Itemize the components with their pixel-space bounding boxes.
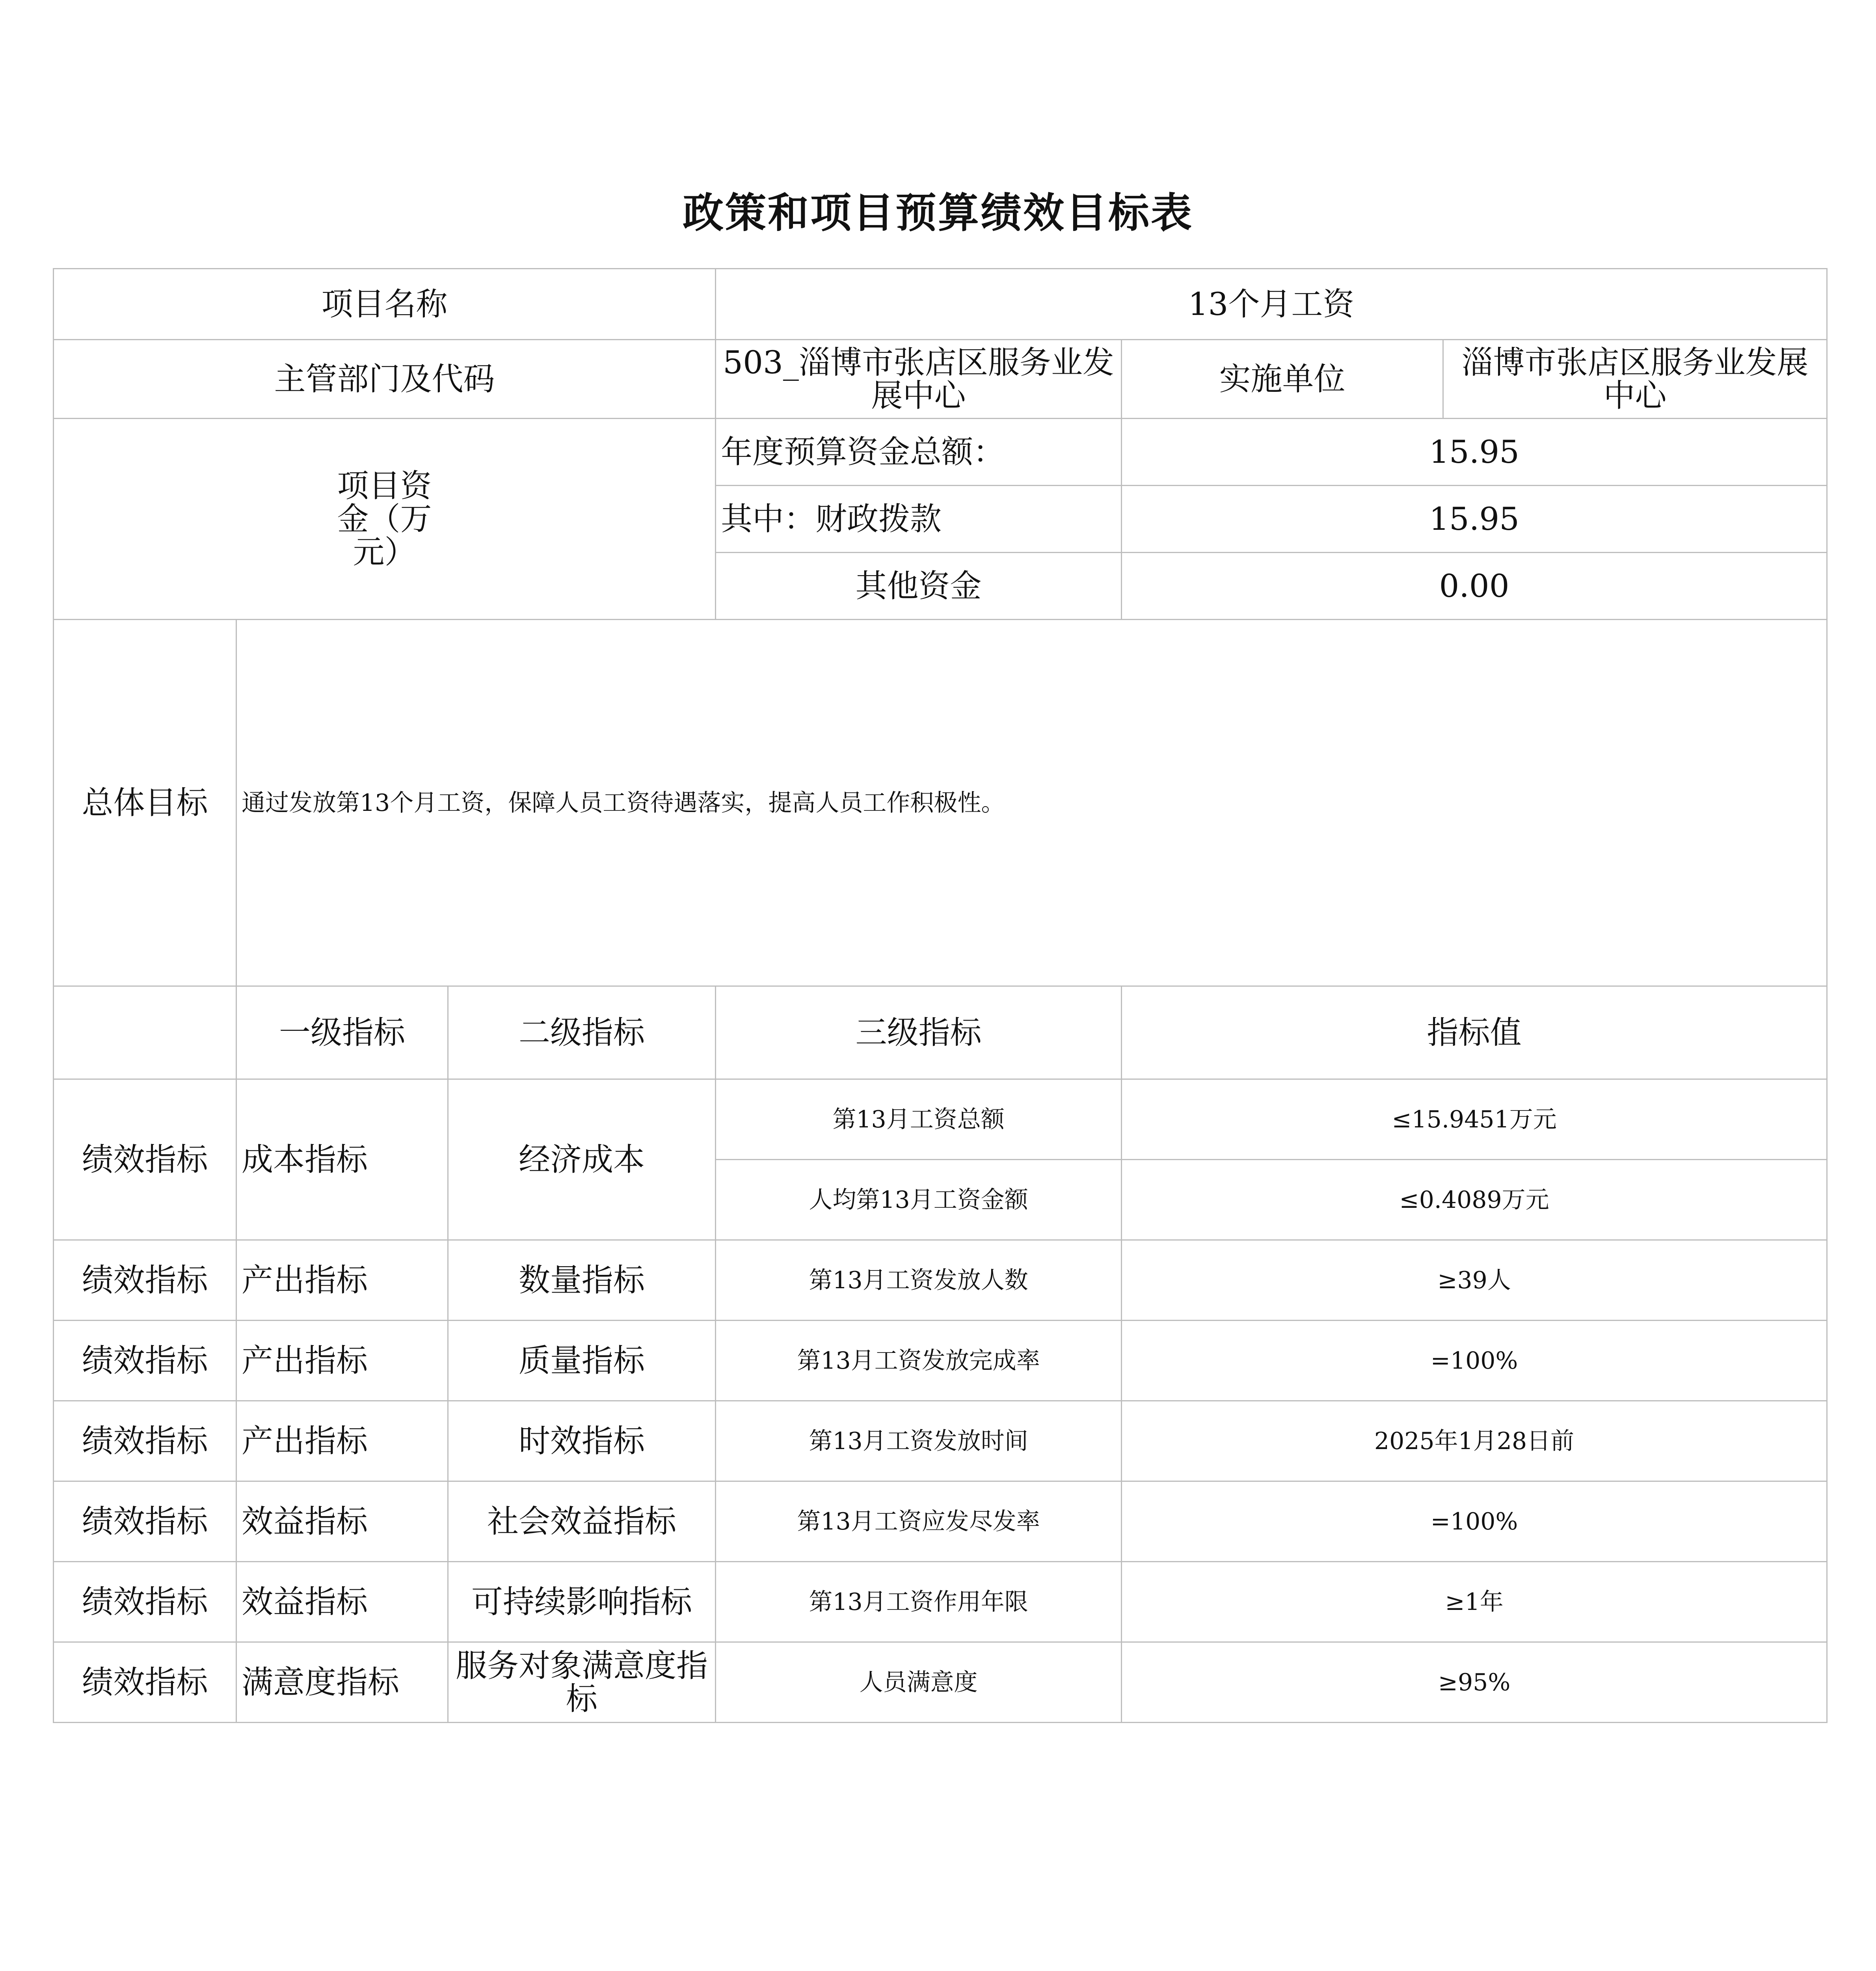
- performance-target-table: [53, 268, 1828, 1723]
- indicator-level3: 第13月工资发放人数: [716, 1240, 1122, 1321]
- indicator-category: 绩效指标: [54, 1642, 236, 1723]
- indicator-level1: 产出指标: [236, 1321, 448, 1401]
- indicator-row: [54, 1240, 1827, 1321]
- indicator-category: 绩效指标: [54, 1321, 236, 1401]
- project-name-value: 13个月工资: [716, 269, 1827, 340]
- indicator-level3: 第13月工资作用年限: [716, 1562, 1122, 1642]
- indicator-level2: 社会效益指标: [448, 1481, 716, 1562]
- indicator-value: ≤15.9451万元: [1122, 1079, 1827, 1160]
- goal-text: 通过发放第13个月工资，保障人员工资待遇落实，提高人员工作积极性。: [236, 620, 1827, 986]
- indicator-level2: 质量指标: [448, 1321, 716, 1401]
- header-value: 指标值: [1122, 986, 1827, 1079]
- impl-unit-value: 淄博市张店区服务业发展中心: [1443, 340, 1827, 419]
- indicator-row: [54, 1481, 1827, 1562]
- goal-label: 总体目标: [54, 620, 236, 986]
- indicator-level2: 时效指标: [448, 1401, 716, 1481]
- indicator-value: 2025年1月28日前: [1122, 1401, 1827, 1481]
- funds-label-text: 项目资金（万元）: [337, 467, 432, 570]
- indicator-value: ≤0.4089万元: [1122, 1160, 1827, 1240]
- other-funds-label: 其他资金: [716, 553, 1122, 620]
- goal-row: [54, 620, 1827, 986]
- page-title: 政策和项目预算绩效目标表: [682, 189, 1193, 237]
- header-blank: [54, 986, 236, 1079]
- indicator-value: =100%: [1122, 1321, 1827, 1401]
- indicator-level1: 满意度指标: [236, 1642, 448, 1723]
- indicator-level2: 可持续影响指标: [448, 1562, 716, 1642]
- annual-total-value: 15.95: [1122, 419, 1827, 486]
- indicator-level3: 人员满意度: [716, 1642, 1122, 1723]
- indicator-level1: 效益指标: [236, 1481, 448, 1562]
- impl-unit-label: 实施单位: [1122, 340, 1443, 419]
- annual-total-row: [54, 419, 1827, 486]
- fiscal-label: 其中：财政拨款: [716, 486, 1122, 553]
- indicator-level2: 数量指标: [448, 1240, 716, 1321]
- department-row: [54, 340, 1827, 419]
- indicator-level1: 效益指标: [236, 1562, 448, 1642]
- indicator-level1: 成本指标: [236, 1079, 448, 1240]
- project-name-row: [54, 269, 1827, 340]
- indicator-level3: 人均第13月工资金额: [716, 1160, 1122, 1240]
- indicator-category: 绩效指标: [54, 1401, 236, 1481]
- indicator-level3: 第13月工资发放时间: [716, 1401, 1122, 1481]
- indicator-level2: 经济成本: [448, 1079, 716, 1240]
- indicator-value: ≥39人: [1122, 1240, 1827, 1321]
- indicator-row: [54, 1321, 1827, 1401]
- header-level3: 三级指标: [716, 986, 1122, 1079]
- indicator-row: [54, 1642, 1827, 1723]
- fiscal-value: 15.95: [1122, 486, 1827, 553]
- other-funds-value: 0.00: [1122, 553, 1827, 620]
- annual-total-label: 年度预算资金总额：: [716, 419, 1122, 486]
- indicator-level3: 第13月工资发放完成率: [716, 1321, 1122, 1401]
- indicator-value: ≥1年: [1122, 1562, 1827, 1642]
- indicator-row: [54, 1079, 1827, 1160]
- funds-label: [54, 419, 716, 620]
- indicator-value: =100%: [1122, 1481, 1827, 1562]
- dept-label: 主管部门及代码: [54, 340, 716, 419]
- header-level2: 二级指标: [448, 986, 716, 1079]
- dept-value: 503_淄博市张店区服务业发展中心: [716, 340, 1122, 419]
- indicator-level1: 产出指标: [236, 1240, 448, 1321]
- header-level1: 一级指标: [236, 986, 448, 1079]
- indicator-level1: 产出指标: [236, 1401, 448, 1481]
- indicator-level3: 第13月工资应发尽发率: [716, 1481, 1122, 1562]
- indicator-category: 绩效指标: [54, 1562, 236, 1642]
- indicator-category: 绩效指标: [54, 1079, 236, 1240]
- indicator-row: [54, 1562, 1827, 1642]
- indicator-level2: 服务对象满意度指标: [448, 1642, 716, 1723]
- indicator-level3: 第13月工资总额: [716, 1079, 1122, 1160]
- project-name-label: 项目名称: [54, 269, 716, 340]
- indicator-header-row: [54, 986, 1827, 1079]
- indicator-category: 绩效指标: [54, 1481, 236, 1562]
- indicator-category: 绩效指标: [54, 1240, 236, 1321]
- indicator-row: [54, 1401, 1827, 1481]
- indicator-value: ≥95%: [1122, 1642, 1827, 1723]
